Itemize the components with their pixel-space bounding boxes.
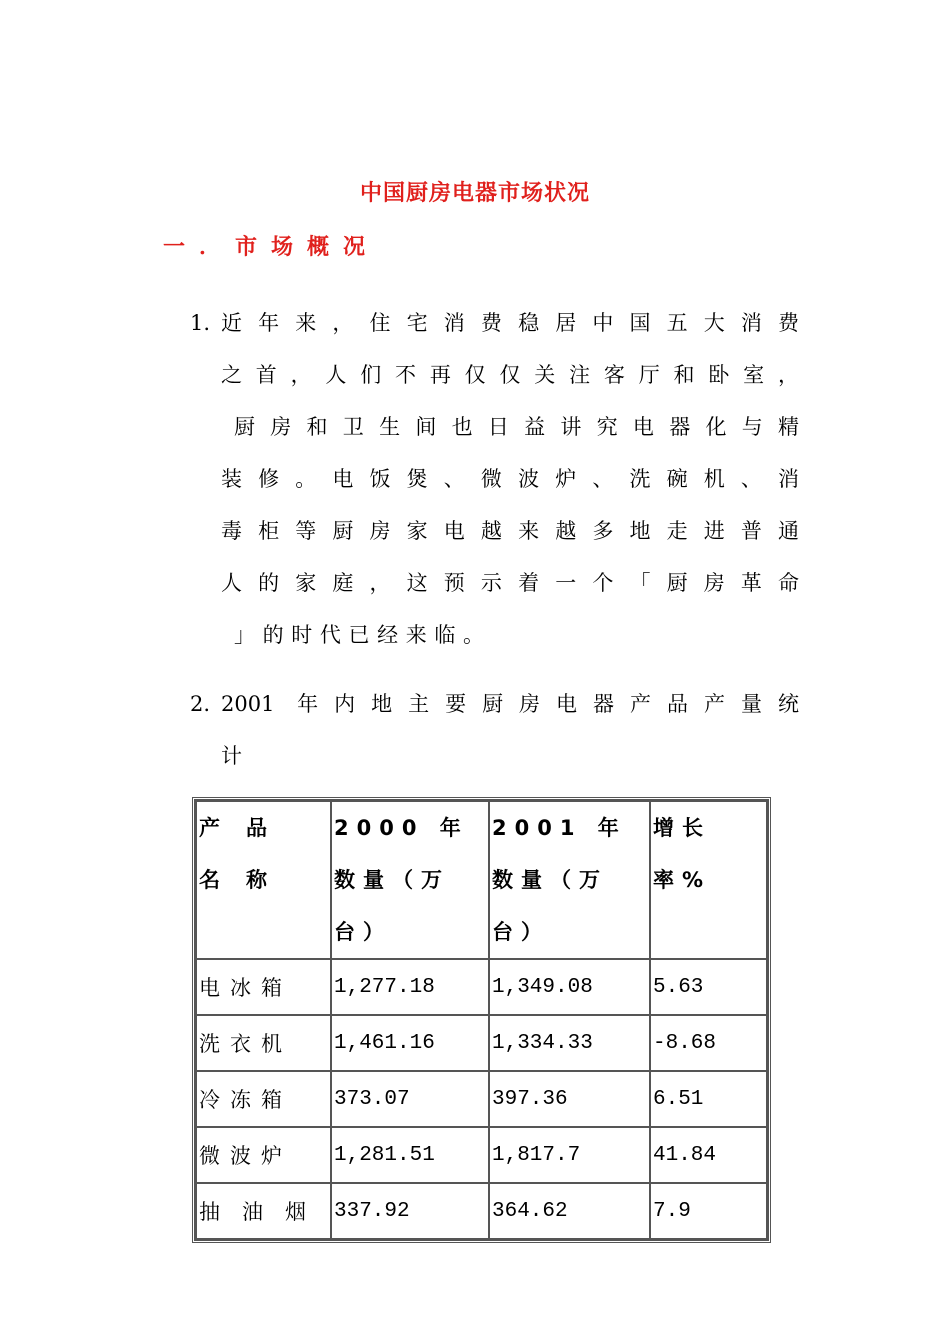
table-row [196, 1071, 767, 1127]
paragraph-1 [190, 297, 810, 661]
cell-product-name: 微波炉 [196, 1127, 331, 1183]
cell-2001-quantity: 1,334.33 [489, 1015, 650, 1071]
table-row [196, 1183, 767, 1239]
cell-product-name: 电冰箱 [196, 959, 331, 1015]
paragraph-1-line: 之首，人们不再仅仅关注客厅和卧室， [221, 363, 799, 387]
column-header-2001-quantity: 2001 年数量（万台） [489, 801, 650, 959]
cell-2001-quantity: 1,817.7 [489, 1127, 650, 1183]
cell-product-name: 冷冻箱 [196, 1071, 331, 1127]
paragraph-2-line: 2001 年内地主要厨房电器产品产量统 [221, 692, 799, 716]
table-row [196, 1015, 767, 1071]
paragraph-1-line: 厨房和卫生间也日益讲究电器化与精 [234, 415, 799, 439]
cell-2000-quantity: 1,461.16 [331, 1015, 489, 1071]
paragraph-1-line: 装修。电饭煲、微波炉、洗碗机、消 [221, 467, 799, 491]
cell-2001-quantity: 364.62 [489, 1183, 650, 1239]
cell-2001-quantity: 397.36 [489, 1071, 650, 1127]
cell-2000-quantity: 1,277.18 [331, 959, 489, 1015]
section-heading: 一．市场概况 [163, 234, 380, 260]
production-table [192, 797, 771, 1243]
paragraph-2-number: 2. [190, 692, 211, 716]
document-title: 中国厨房电器市场状况 [359, 180, 590, 206]
cell-2000-quantity: 373.07 [331, 1071, 489, 1127]
cell-growth-rate: 6.51 [650, 1071, 767, 1127]
column-header-growth-rate: 增长率% [650, 801, 767, 959]
column-header-product-name: 产品名称 [196, 801, 331, 959]
table-header-row [196, 801, 767, 959]
cell-2001-quantity: 1,349.08 [489, 959, 650, 1015]
paragraph-1-line: 近年来，住宅消费稳居中国五大消费 [221, 311, 799, 335]
paragraph-2-line: 计 [221, 744, 242, 768]
cell-2000-quantity: 337.92 [331, 1183, 489, 1239]
paragraph-1-number: 1. [190, 311, 211, 335]
paragraph-1-line: 毒柜等厨房家电越来越多地走进普通 [221, 519, 799, 543]
cell-growth-rate: 41.84 [650, 1127, 767, 1183]
cell-product-name: 洗衣机 [196, 1015, 331, 1071]
cell-2000-quantity: 1,281.51 [331, 1127, 489, 1183]
cell-growth-rate: 5.63 [650, 959, 767, 1015]
cell-product-name: 抽油烟 [196, 1183, 331, 1239]
paragraph-2 [190, 678, 810, 782]
cell-growth-rate: 7.9 [650, 1183, 767, 1239]
column-header-2000-quantity: 2000 年数量（万台） [331, 801, 489, 959]
paragraph-1-line: 人的家庭，这预示着一个「厨房革命 [221, 571, 799, 595]
production-table-grid [195, 800, 768, 1240]
paragraph-1-line: 」的时代已经来临。 [234, 623, 484, 647]
table-row [196, 1127, 767, 1183]
cell-growth-rate: -8.68 [650, 1015, 767, 1071]
table-row [196, 959, 767, 1015]
